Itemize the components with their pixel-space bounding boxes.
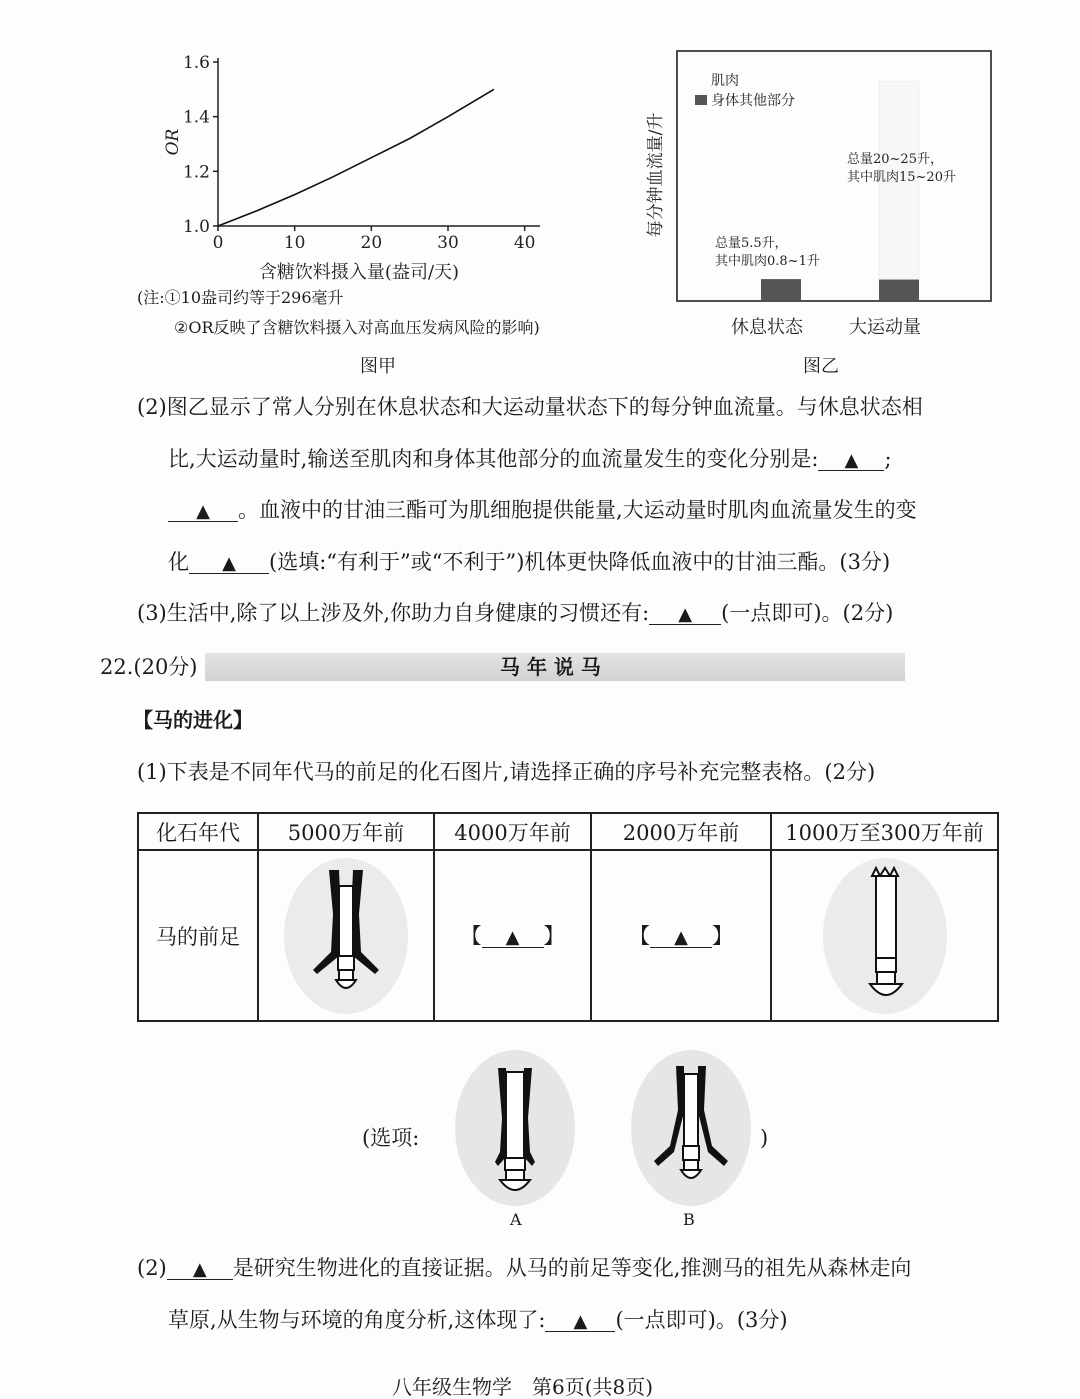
annotation: 总量5.5升， <box>715 236 788 251</box>
bracket-right: 】 <box>543 923 565 948</box>
table-header: 5000万年前 <box>258 813 434 850</box>
table-header: 1000万至300万年前 <box>771 813 998 850</box>
x-tick-label: 0 <box>212 233 224 253</box>
answer-blank-1[interactable] <box>818 449 884 471</box>
table-header: 化石年代 <box>138 813 258 850</box>
q21-p2-line3-text: 。血液中的甘油三酯可为肌细胞提供能量,大运动量时肌肉血流量发生的变 <box>238 498 917 522</box>
table-header: 2000万年前 <box>591 813 771 850</box>
fossil-table <box>137 812 999 1022</box>
option-a-image[interactable] <box>450 1048 580 1208</box>
y-tick-label: 1.6 <box>182 53 210 73</box>
section-heading: 【马的进化】 <box>133 708 253 732</box>
answer-blank-6[interactable] <box>650 926 712 948</box>
option-b-image[interactable] <box>626 1048 756 1208</box>
bar-other-parts <box>761 279 801 301</box>
q21-p2-line4-prefix: 化 <box>168 550 189 574</box>
q22-p2-line1 <box>137 1258 911 1280</box>
caption-a: 图甲 <box>360 356 396 377</box>
blank-mark: ▲ <box>678 604 693 625</box>
bar-other-parts <box>879 279 919 301</box>
page-footer: 八年级生物学 第6页(共8页) <box>392 1375 654 1399</box>
q21-p2-line4 <box>168 552 890 574</box>
x-tick-label: 30 <box>437 233 459 253</box>
or-line <box>218 89 494 226</box>
answer-blank-4[interactable] <box>649 603 721 625</box>
x-tick-label: 20 <box>360 233 383 253</box>
blank-mark: ▲ <box>196 501 210 522</box>
option-b-label: B <box>683 1210 695 1229</box>
q22-p2-text: 是研究生物进化的直接证据。从马的前足等变化,推测马的祖先从森林走向 <box>232 1256 912 1280</box>
options-open: (选项: <box>362 1126 420 1150</box>
table-row <box>138 850 998 1021</box>
q21-p2-line4-text: (选填:“有利于”或“不利于”)机体更快降低血液中的甘油三酯。(3分) <box>269 550 891 574</box>
y-axis-label: OR <box>163 128 183 156</box>
blank-mark: ▲ <box>222 553 236 574</box>
q22-p1: (1)下表是不同年代马的前足的化石图片,请选择正确的序号补充完整表格。(2分) <box>137 760 876 784</box>
blank-mark: ▲ <box>674 926 688 948</box>
q21-p2-line1: (2)图乙显示了常人分别在休息状态和大运动量状态下的每分钟血流量。与休息状态相 <box>137 395 923 419</box>
fossil-cell-50m <box>258 850 434 1021</box>
annotation: 其中肌肉0.8~1升 <box>715 254 820 269</box>
x-tick-label: 40 <box>513 233 536 253</box>
x-axis-label: 含糖饮料摄入量(盎司/天) <box>258 262 460 283</box>
blank-mark: ▲ <box>192 1259 207 1280</box>
separator: ; <box>884 447 892 471</box>
legend-other: 身体其他部分 <box>711 93 795 109</box>
q21-p3-text: (3)生活中,除了以上涉及外,你助力自身健康的习惯还有: <box>137 601 650 625</box>
q21-p2-line2 <box>168 449 892 471</box>
category-label: 休息状态 <box>731 317 803 338</box>
y-tick-label: 1.0 <box>182 217 210 237</box>
caption-b: 图乙 <box>803 356 839 377</box>
annotation: 其中肌肉15~20升 <box>847 170 956 185</box>
answer-blank-3[interactable] <box>189 552 269 574</box>
legend-swatch-other <box>695 95 707 105</box>
fossil-cell-20m <box>591 850 771 1021</box>
q22-number: 22.(20分) <box>100 655 198 679</box>
options-close: ) <box>760 1126 769 1150</box>
blank-mark: ▲ <box>573 1311 588 1332</box>
q21-p2-line2-text: 比,大运动量时,输送至肌肉和身体其他部分的血流量发生的变化分别是: <box>168 447 819 471</box>
bracket-right: 】 <box>712 923 733 948</box>
q22-p2-text-2: 草原,从生物与环境的角度分析,这体现了: <box>168 1308 546 1332</box>
q22-p2-prefix: (2) <box>137 1256 167 1280</box>
bracket-left: 【 <box>460 923 482 948</box>
y-tick-label: 1.2 <box>182 162 210 183</box>
table-header-row <box>138 813 998 850</box>
blank-mark: ▲ <box>844 450 859 471</box>
q22-p2-line2 <box>168 1310 788 1332</box>
blank-mark: ▲ <box>505 926 520 948</box>
q21-p3-tail: (一点即可)。(2分) <box>721 601 894 625</box>
y-tick-label: 1.4 <box>182 107 210 128</box>
legend-muscle: 肌肉 <box>711 73 739 89</box>
q21-p2-line3 <box>168 500 917 522</box>
bracket-left: 【 <box>629 923 650 948</box>
answer-blank-7[interactable] <box>167 1258 233 1280</box>
note-2: ②OR反映了含糖饮料摄入对高血压发病风险的影响) <box>174 318 540 337</box>
note-1: (注:①10盎司约等于296毫升 <box>137 288 344 307</box>
answer-blank-2[interactable] <box>168 500 238 522</box>
y-axis-label: 每分钟血流量/升 <box>646 112 666 238</box>
banner-title: 马 年 说 马 <box>500 655 601 679</box>
table-header: 4000万年前 <box>434 813 591 850</box>
annotation: 总量20~25升， <box>847 152 943 167</box>
category-label: 大运动量 <box>849 317 921 338</box>
chart-or-vs-sugar <box>130 40 560 300</box>
single-toe-foot-image <box>820 856 950 1016</box>
q22-p2-tail: (一点即可)。(3分) <box>615 1308 788 1332</box>
q21-p3 <box>137 603 893 625</box>
fossil-cell-40m <box>434 850 591 1021</box>
answer-blank-8[interactable] <box>545 1310 615 1332</box>
chart-blood-flow <box>635 45 1005 345</box>
answer-blank-5[interactable] <box>482 926 544 948</box>
x-tick-label: 10 <box>283 233 306 253</box>
fossil-cell-10m <box>771 850 998 1021</box>
three-toe-foot-image <box>281 856 411 1016</box>
answer-slot-40m[interactable] <box>461 924 565 948</box>
answer-slot-20m[interactable] <box>629 924 733 948</box>
option-a-label: A <box>510 1210 522 1229</box>
row-label: 马的前足 <box>138 850 258 1021</box>
